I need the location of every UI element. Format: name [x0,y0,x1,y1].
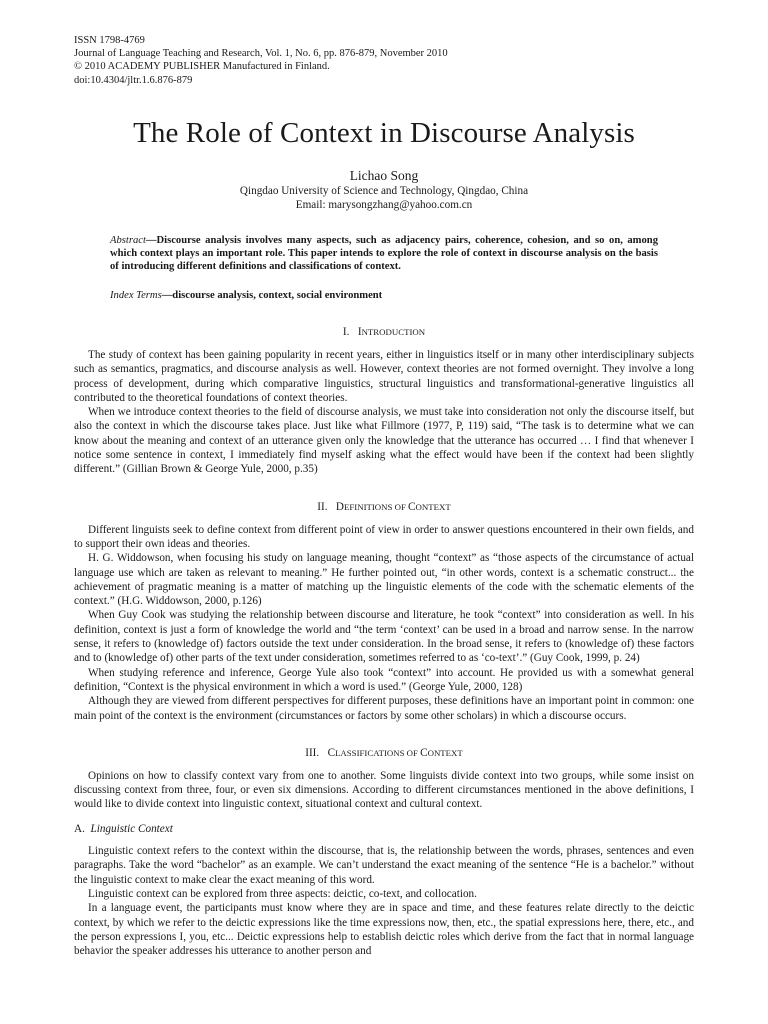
section-heading-definitions [74,501,694,513]
doi: doi:10.4304/jltr.1.6.876-879 [74,74,193,86]
author-name: Lichao Song [349,167,419,183]
section-heading-classifications [74,747,694,759]
copyright: © 2010 ACADEMY PUBLISHER Manufactured in Finland. [74,61,330,73]
section-title-initial: C [420,746,428,759]
journal-citation: Journal of Language Teaching and Research, Vol. 1, No. 6, pp. 876-879, November 2010 [74,48,448,60]
subsection-heading-linguistic-context [74,822,694,836]
section-title-initial: C [327,746,336,759]
author-email: Email: marysongzhang@yahoo.com.cn [295,198,473,211]
paper-title: The Role of Context in Discourse Analysis [133,116,635,149]
section-title-rest: LASSIFICATIONS OF [335,747,421,758]
paragraph: Although they are viewed from different perspectives for different purposes, these definitions have an important point in common: one main point of the context is the environment (circumstances or factors by some other scholars) in which a discourse occurs. [74,695,694,722]
index-terms-text: —discourse analysis, context, social environment [161,289,383,301]
paragraph: When Guy Cook was studying the relationship between discourse and literature, he took “context” into consideration as well. In his definition, context is just a form of knowledge the world and “the term ‘context’ can be used in a broad and narrow sense. In the narrow sense, it refers to (knowledge of) factors outside the text under consideration. In the broad sense, it refers to (knowledge of) these factors and to (knowledge of) other parts of the text under consideration, sometimes referred to as ‘co-text’.” (Guy Cook, 1999, p. 24) [74,609,694,665]
section-heading-introduction [74,326,694,338]
paragraph: When we introduce context theories to the field of discourse analysis, we must take into consideration not only the discourse itself, but also the context in which the discourse takes place. Just like what Fillmore (1977, P, 119) said, “The task is to determine what we can know about the meaning and context of an utterance given only the knowledge that the utterance has occurred … I find that whenever I notice some sentence in context, I immediately find myself asking what the effect would have been if the context had been slightly different.” (Gillian Brown & George Yule, 2000, p.35) [74,406,694,476]
section-title-rest: ONTEXT [427,747,463,758]
index-terms-label: Index Terms [110,289,162,301]
paragraph: Opinions on how to classify context vary from one to another. Some linguists divide context into two groups, while some insist on discussing context from three, four, or even six dimensions. According to different circumstances mentioned in the above definitions, I would like to divide context into linguistic context, situational context and cultural context. [74,769,694,811]
paragraph: Linguistic context can be explored from three aspects: deictic, co-text, and collocation. [88,887,477,900]
author-affiliation: Qingdao University of Science and Technology, Qingdao, China [239,184,529,197]
section-title-initial: I [357,326,362,338]
section-title-rest: ONTEXT [415,501,451,512]
paragraph: Linguistic context refers to the context within the discourse, that is, the relationship between the words, phrases, sentences and even paragraphs. Take the word “bachelor” as an example. We can’t understand the exact meaning of the sentence “He is a bachelor.” without the linguistic context to make clear the exact meaning of this word. [74,845,694,886]
abstract-label: Abstract [110,234,146,246]
section-number: I. [342,326,350,338]
section-title-rest: NTRODUCTION [361,327,426,337]
subsection-number: A. [74,822,85,835]
section-title-initial: D [335,500,345,513]
paragraph: H. G. Widdowson, when focusing his study on language meaning, thought “context” as “those aspects of the circumstance of actual language use which are taken as relevant to meaning.” He further pointed out, “in other words, context is a schematic construct... the achievement of pragmatic meaning is a matter of matching up the linguistic elements of the code with the schematic elements of the context.” (H.G. Widdowson, 2000, p.126) [74,552,694,608]
index-terms [110,289,658,302]
paragraph: The study of context has been gaining popularity in recent years, either in linguistics itself or in many other interdisciplinary subjects such as semantics, pragmatics, and discourse analysis as well. However, context theories are not formed overnight. They involve a long process of development, during which comparative linguistics, structural linguistics and transformational-generative linguistics all contributed to the theoretical foundations of context theories. [74,349,694,404]
section-title-rest: EFINITIONS OF [344,501,409,512]
abstract [110,234,658,274]
paragraph: When studying reference and inference, George Yule also took “context” into account. He provided us with a somewhat general definition, “Context is the physical environment in which a word is used.” (George Yule, 2000, 128) [74,666,694,693]
section-title-initial: C [408,500,416,513]
issn: ISSN 1798-4769 [74,35,145,46]
subsection-title: Linguistic Context [90,822,173,835]
paragraph: Different linguists seek to define context from different point of view in order to answer questions encountered in their own fields, and to support their own ideas and theories. [74,523,694,550]
journal-header [74,34,694,87]
paragraph: In a language event, the participants must know where they are in space and time, and these features relate directly to the deictic context, by which we refer to the deictic expressions like the time expressions now, then, etc., the spatial expressions here, there, etc., and the person expressions I, you, etc... Deictic expressions help to establish deictic roles which derive from the fact that in normal language behavior the speaker addresses his utterance to another person and [74,902,694,958]
abstract-text: —Discourse analysis involves many aspects, such as adjacency pairs, coherence, cohesion, and so on, among which context plays an important role. This paper intends to explore the role of context in discourse analysis on the basis of introducing different definitions and classifications of context. [110,234,658,273]
section-number: II. [317,500,328,513]
section-number: III. [305,746,320,759]
